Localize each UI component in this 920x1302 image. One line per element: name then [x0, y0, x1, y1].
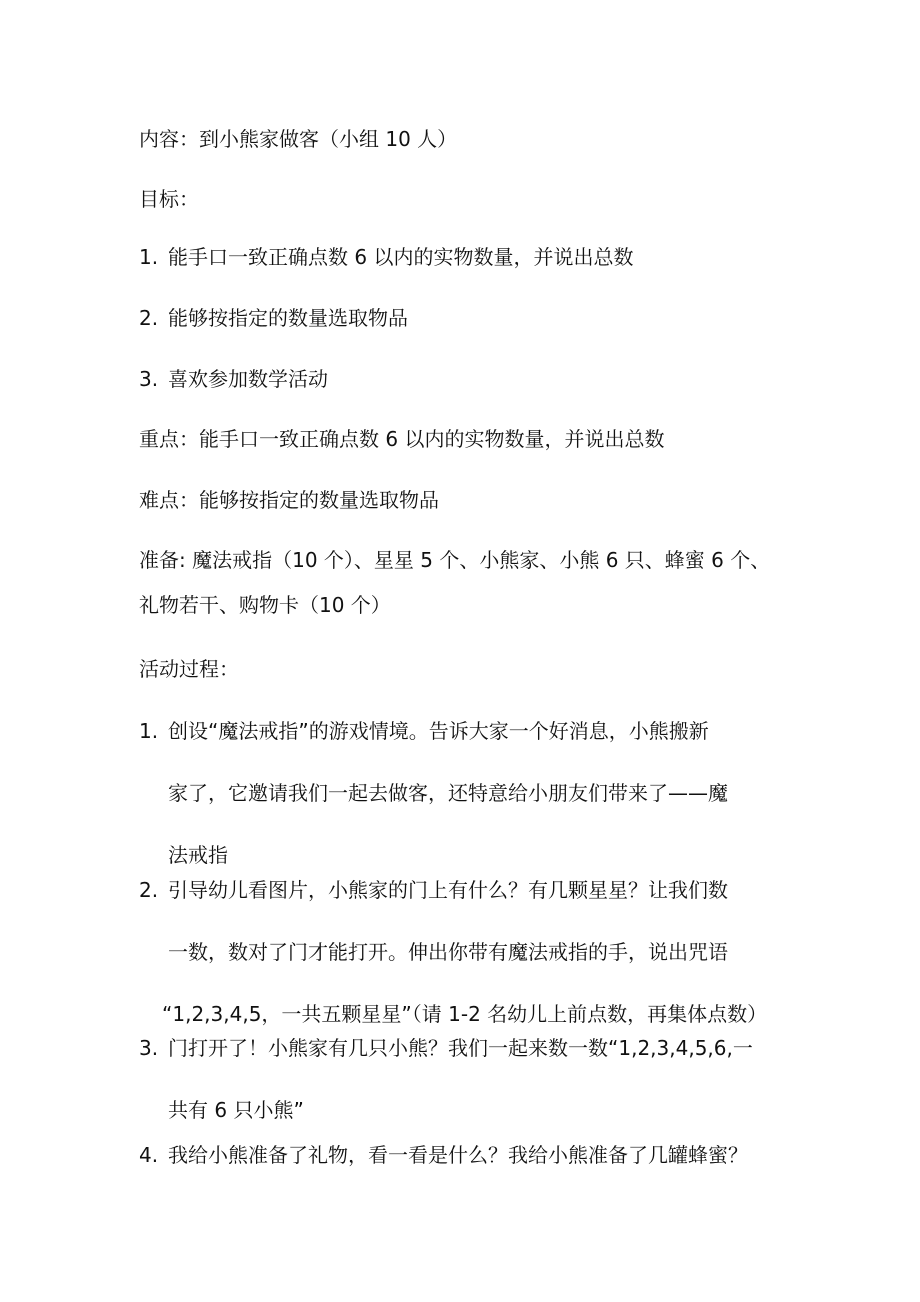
step-text: “1,2,3,4,5，一共五颗星星”（请 1-2 名幼儿上前点数，再集体点数）: [162, 1002, 768, 1026]
goal-text: 能够按指定的数量选取物品: [168, 306, 408, 330]
goal-number: 3.: [139, 367, 159, 391]
goal-number: 2.: [139, 306, 159, 330]
step-text: 我给小熊准备了礼物，看一看是什么？我给小熊准备了几罐蜂蜜？: [168, 1143, 748, 1167]
preparation: [139, 546, 799, 636]
step-text: 门打开了！小熊家有几只小熊？我们一起来数一数“1,2,3,4,5,6,一: [168, 1036, 753, 1060]
step-number: 3.: [139, 1036, 159, 1060]
key-point: 重点：能手口一致正确点数 6 以内的实物数量，并说出总数: [139, 427, 665, 451]
step-number: 2.: [139, 878, 159, 902]
step-text: 创设“魔法戒指”的游戏情境。告诉大家一个好消息，小熊搬新: [168, 719, 709, 743]
process-heading: 活动过程：: [139, 657, 239, 681]
goal-text: 喜欢参加数学活动: [168, 367, 328, 391]
step-text: 法戒指: [168, 843, 228, 867]
step-text: 引导幼儿看图片，小熊家的门上有什么？有几颗星星？让我们数: [168, 878, 728, 902]
preparation-line: 礼物若干、购物卡（10 个）: [139, 593, 391, 617]
content-line: 内容：到小熊家做客（小组 10 人）: [139, 127, 458, 151]
step-number: 1.: [139, 719, 159, 743]
preparation-line: 准备: 魔法戒指（10 个）、星星 5 个、小熊家、小熊 6 只、蜂蜜 6 个、: [139, 548, 771, 572]
goal-number: 1.: [139, 245, 159, 269]
step-text: 共有 6 只小熊”: [168, 1098, 304, 1122]
step-text: 家了，它邀请我们一起去做客，还特意给小朋友们带来了——魔: [168, 781, 728, 805]
goals-heading: 目标：: [139, 187, 199, 211]
step-text: 一数，数对了门才能打开。伸出你带有魔法戒指的手，说出咒语: [168, 940, 728, 964]
step-number: 4.: [139, 1143, 159, 1167]
goal-text: 能手口一致正确点数 6 以内的实物数量，并说出总数: [168, 245, 634, 269]
difficulty: 难点：能够按指定的数量选取物品: [139, 488, 439, 512]
